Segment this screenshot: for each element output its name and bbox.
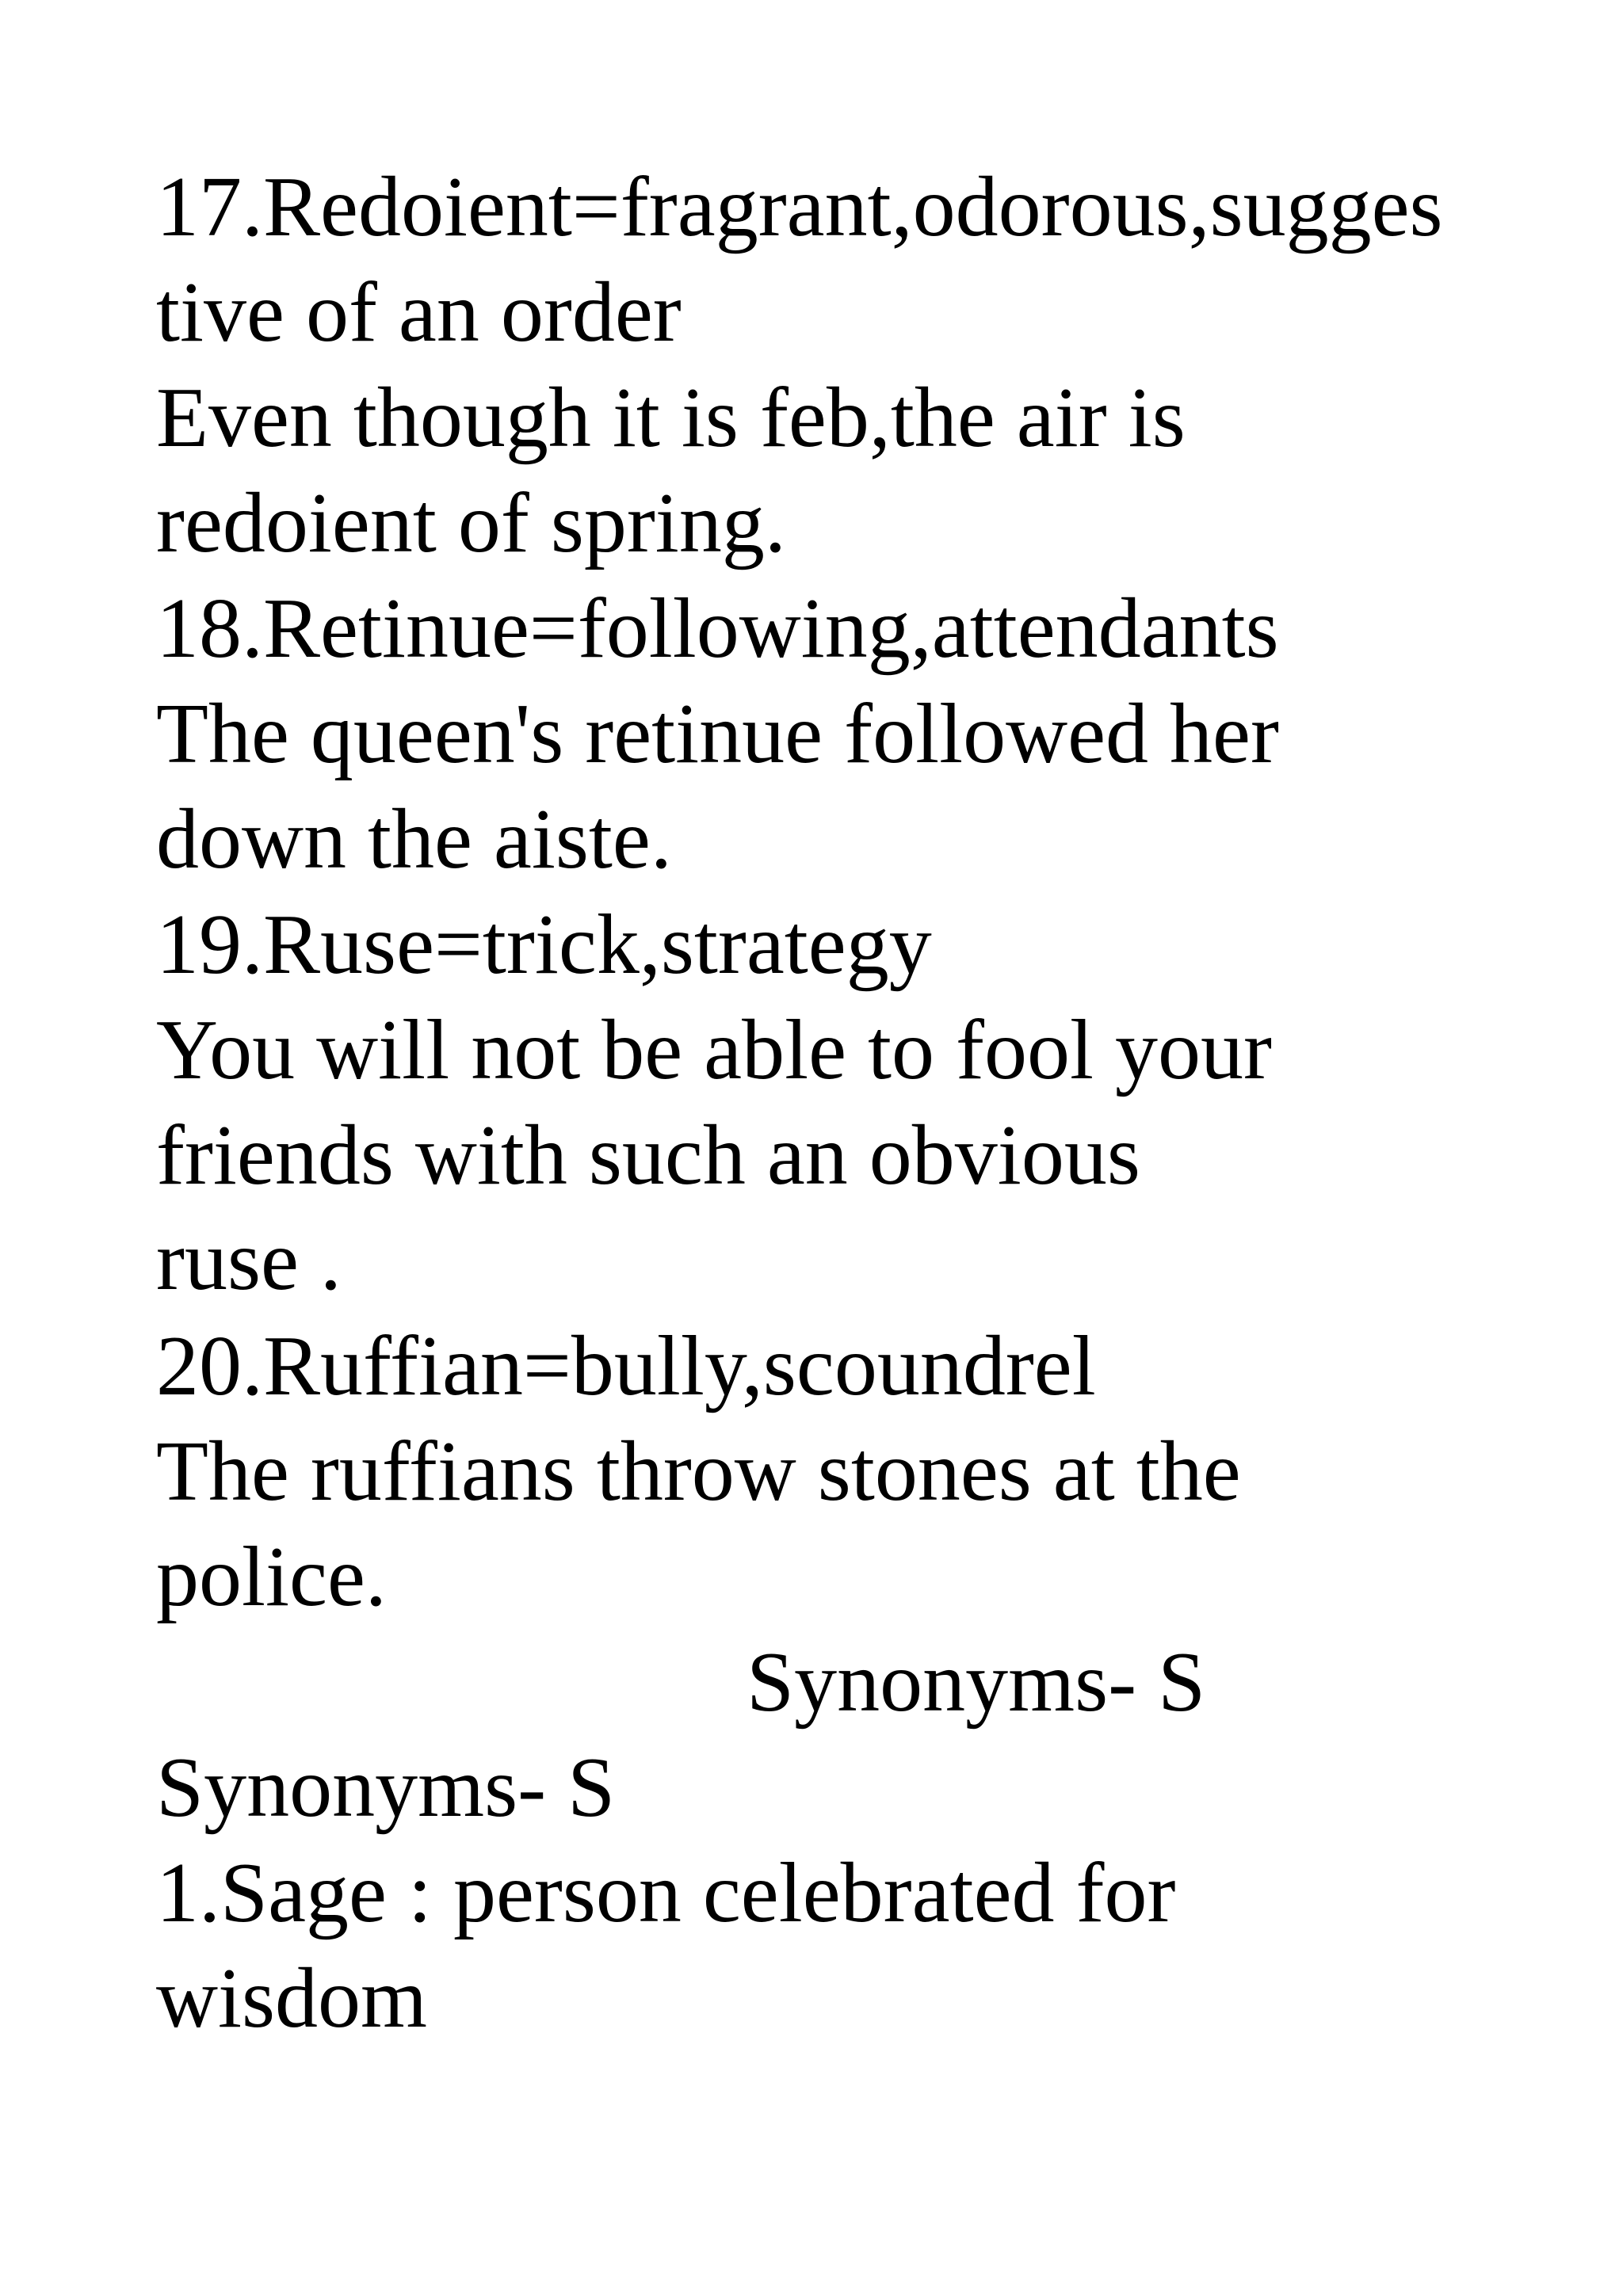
entry-20-heading: 20.Ruffian=bully,scoundrel (156, 1319, 1096, 1413)
entry-18-example-line-2: down the aiste. (156, 792, 672, 887)
entry-17-example-line-1: Even though it is feb,the air is (156, 371, 1186, 465)
s-entry-1-heading-line-1: 1.Sage : person celebrated for (156, 1846, 1176, 1940)
entry-19-example-line-3: ruse . (156, 1214, 342, 1308)
entry-17-heading-line-1: 17.Redoient=fragrant,odorous,sugges (156, 160, 1443, 254)
entry-19-heading: 19.Ruse=trick,strategy (156, 898, 932, 992)
s-entry-1-heading-line-2: wisdom (156, 1951, 428, 2046)
section-title-centered: Synonyms- S (747, 1635, 1206, 1730)
document-text (156, 154, 1583, 2051)
entry-19-example-line-2: friends with such an obvious (156, 1108, 1140, 1203)
section-title: Synonyms- S (156, 1741, 616, 1835)
entry-18-heading: 18.Retinue=following,attendants (156, 582, 1279, 676)
entry-17-example-line-2: redoient of spring. (156, 476, 786, 570)
entry-17-heading-line-2: tive of an order (156, 265, 682, 360)
entry-20-example-line-1: The ruffians throw stones at the (156, 1425, 1241, 1519)
entry-19-example-line-1: You will not be able to fool your (156, 1003, 1272, 1097)
entry-20-example-line-2: police. (156, 1530, 387, 1624)
entry-18-example-line-1: The queen's retinue followed her (156, 687, 1279, 781)
